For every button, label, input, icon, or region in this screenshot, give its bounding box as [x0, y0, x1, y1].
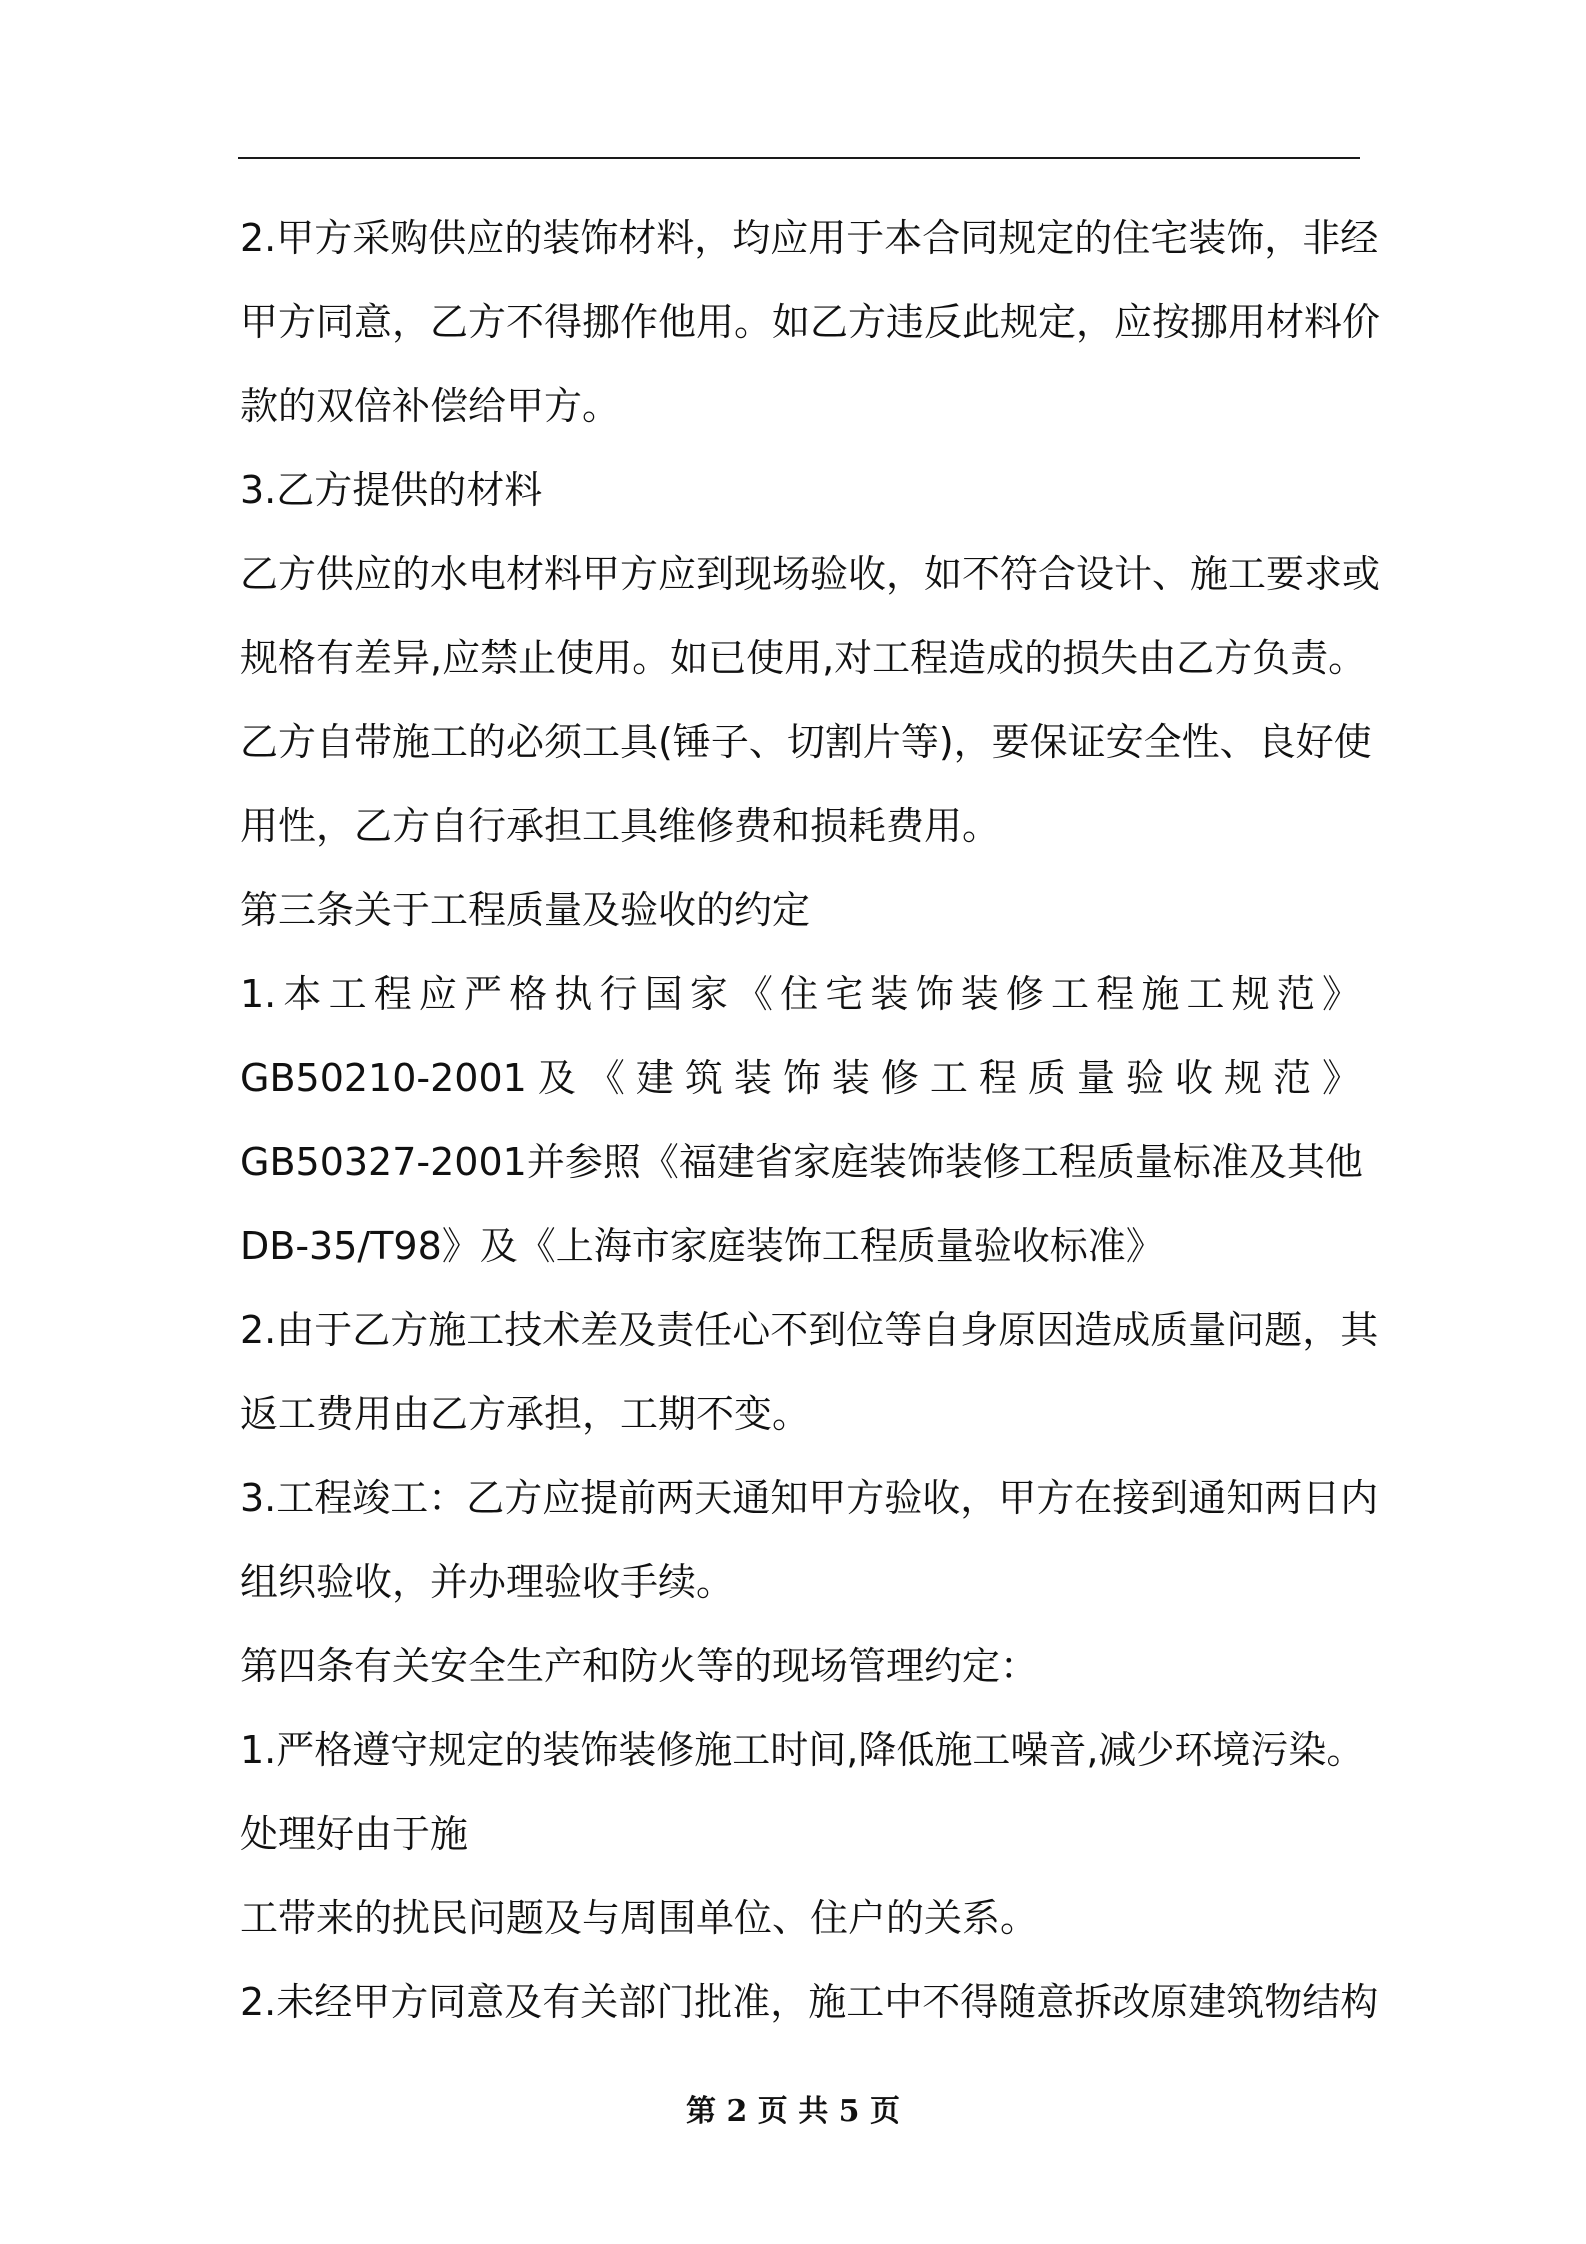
text-line: 乙方自带施工的必须工具(锤子、切割片等)，要保证安全性、良好使 — [240, 720, 1372, 764]
text-line: 2.甲方采购供应的装饰材料，均应用于本合同规定的住宅装饰，非经 — [240, 216, 1379, 260]
text-line: 工带来的扰民问题及与周围单位、住户的关系。 — [240, 1896, 1039, 1940]
text-line: 处理好由于施 — [240, 1812, 469, 1856]
text-line: 乙方供应的水电材料甲方应到现场验收，如不符合设计、施工要求或 — [240, 552, 1381, 596]
text-line: 组织验收，并办理验收手续。 — [240, 1560, 735, 1604]
text-line: DB-35/T98》及《上海市家庭装饰工程质量验收标准》 — [240, 1224, 1164, 1268]
text-line: 规格有差异,应禁止使用。如已使用,对工程造成的损失由乙方负责。 — [240, 636, 1367, 680]
section-heading: 第四条有关安全生产和防火等的现场管理约定： — [240, 1644, 1039, 1688]
section-heading: 第三条关于工程质量及验收的约定 — [240, 888, 811, 932]
page-number-footer: 第 2 页 共 5 页 — [686, 2094, 900, 2129]
text-line: GB50327-2001并参照《福建省家庭装饰装修工程质量标准及其他 — [240, 1140, 1363, 1184]
text-line: 款的双倍补偿给甲方。 — [240, 384, 621, 428]
text-line: 2.未经甲方同意及有关部门批准，施工中不得随意拆改原建筑物结构 — [240, 1980, 1379, 2024]
text-line: GB50210-2001及《建筑装饰装修工程质量验收规范》 — [240, 1056, 1360, 1100]
header-rule — [238, 157, 1360, 159]
text-line: 2.由于乙方施工技术差及责任心不到位等自身原因造成质量问题，其 — [240, 1308, 1379, 1352]
text-line: 3.乙方提供的材料 — [240, 468, 543, 512]
text-line: 3.工程竣工：乙方应提前两天通知甲方验收，甲方在接到通知两日内 — [240, 1476, 1379, 1520]
text-line: 用性，乙方自行承担工具维修费和损耗费用。 — [240, 804, 1001, 848]
text-line: 1.本工程应严格执行国家《住宅装饰装修工程施工规范》 — [240, 972, 1360, 1016]
text-line: 返工费用由乙方承担，工期不变。 — [240, 1392, 811, 1436]
text-line: 甲方同意，乙方不得挪作他用。如乙方违反此规定，应按挪用材料价 — [240, 300, 1381, 344]
body-text — [240, 196, 1381, 2044]
text-line: 1.严格遵守规定的装饰装修施工时间,降低施工噪音,减少环境污染。 — [240, 1728, 1365, 1772]
